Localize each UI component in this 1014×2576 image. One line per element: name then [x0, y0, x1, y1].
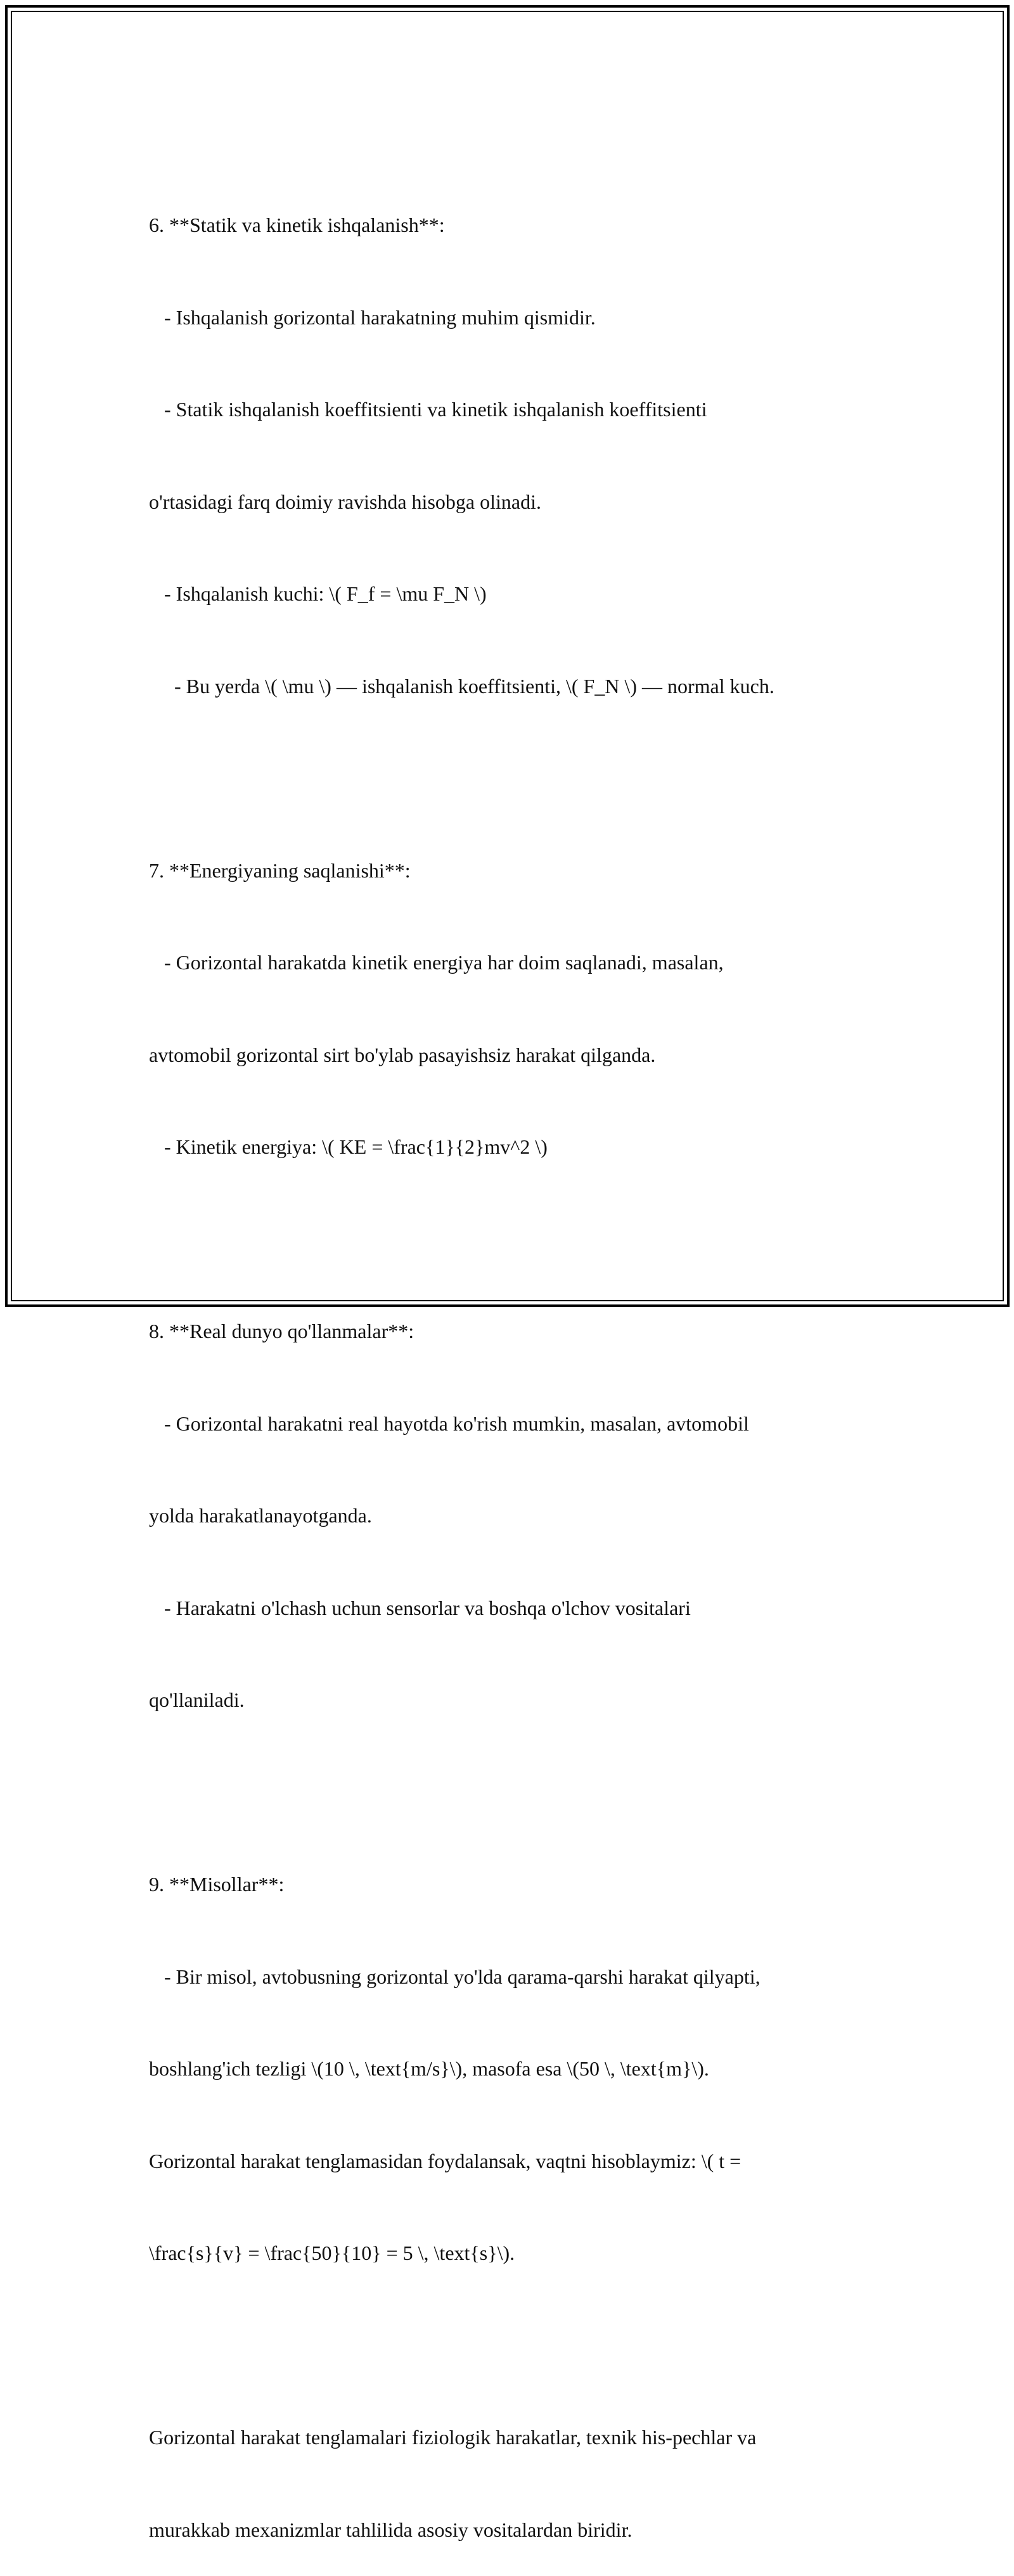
blank-line [149, 2330, 878, 2361]
section-9-bullet-1: - Bir misol, avtobusning gorizontal yo'lda qarama-qarshi harakat qilyapti, [149, 1965, 760, 1988]
section-8-bullet-2-cont: qo'llaniladi. [149, 1688, 245, 1711]
section-6-bullet-3: - Ishqalanish kuchi: \( F_f = \mu F_N \) [149, 582, 487, 605]
section-7-heading: 7. **Energiyaning saqlanishi**: [149, 858, 411, 882]
section-8-bullet-1-cont: yolda harakatlanayotganda. [149, 1504, 372, 1527]
conclusion-line-2: murakkab mexanizmlar tahlilida asosiy vositalardan biridir. [149, 2518, 632, 2541]
section-7-bullet-1: - Gorizontal harakatda kinetik energiya har doim saqlanadi, masalan, [149, 951, 724, 974]
blank-line [149, 1777, 878, 1808]
section-8-bullet-2: - Harakatni o'lchash uchun sensorlar va boshqa o'lchov vositalari [149, 1596, 691, 1619]
section-6-bullet-1: - Ishqalanish gorizontal harakatning muhim qismidir. [149, 305, 596, 329]
blank-line [149, 1224, 878, 1255]
conclusion-line-1: Gorizontal harakat tenglamalari fiziologik harakatlar, texnik his-pechlar va [149, 2426, 757, 2449]
document-body [149, 148, 878, 2576]
section-9-bullet-1-cont-3: \frac{s}{v} = \frac{50}{10} = 5 \, \text{s}\). [149, 2241, 515, 2264]
section-9-bullet-1-cont-1: boshlang'ich tezligi \(10 \, \text{m/s}\), masofa esa \(50 \, \text{m}\). [149, 2057, 709, 2080]
section-6-subbullet: - Bu yerda \( \mu \) — ishqalanish koeffitsienti, \( F_N \) — normal kuch. [149, 674, 774, 698]
section-7-bullet-1-cont: avtomobil gorizontal sirt bo'ylab pasayishsiz harakat qilganda. [149, 1043, 656, 1066]
blank-line [149, 763, 878, 794]
section-6-heading: 6. **Statik va kinetik ishqalanish**: [149, 214, 445, 236]
section-7-bullet-2: - Kinetik energiya: \( KE = \frac{1}{2}mv^2 \) [149, 1135, 548, 1158]
section-8-heading: 8. **Real dunyo qo'llanmalar**: [149, 1320, 414, 1342]
section-9-bullet-1-cont-2: Gorizontal harakat tenglamasidan foydalansak, vaqtni hisoblaymiz: \( t = [149, 2149, 741, 2172]
section-8-bullet-1: - Gorizontal harakatni real hayotda ko'rish mumkin, masalan, avtomobil [149, 1412, 749, 1435]
section-6-bullet-2-cont: o'rtasidagi farq doimiy ravishda hisobga olinadi. [149, 490, 541, 513]
section-9-heading: 9. **Misollar**: [149, 1873, 285, 1896]
section-6-bullet-2: - Statik ishqalanish koeffitsienti va kinetik ishqalanish koeffitsienti [149, 398, 707, 421]
